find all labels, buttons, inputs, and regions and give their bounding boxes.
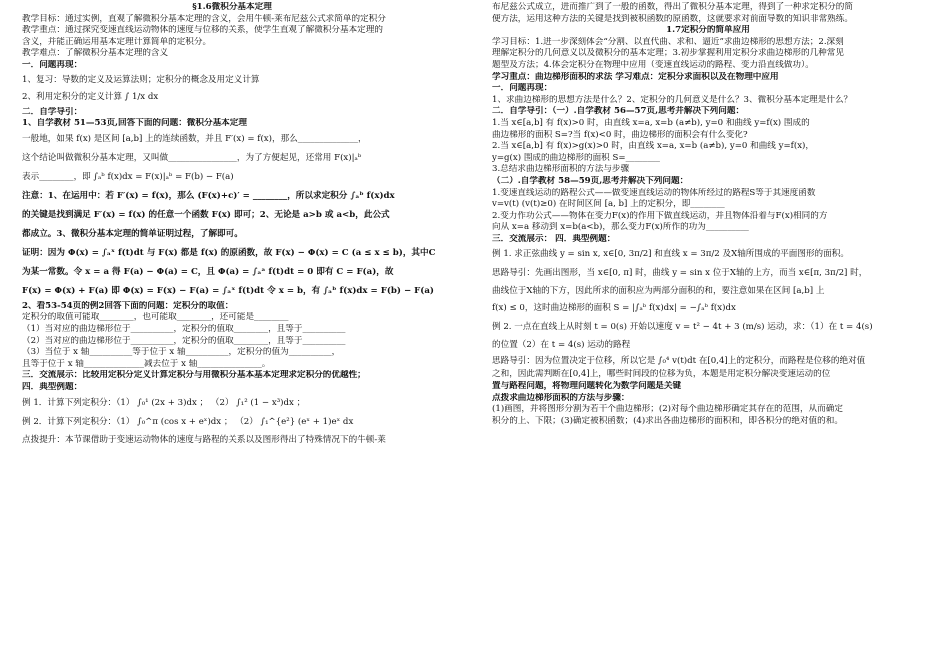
right-text-line: 点拨求曲边梯形面积的方法与步骤： — [492, 392, 630, 403]
left-text-line: §1.6微积分基本定理 — [192, 2, 272, 12]
left-text-line: （2）当对应的曲边梯形位于__________，定积分的值取________，且等于__________ — [22, 335, 346, 346]
right-text-line: v=v(t) (v(t)≥0) 在时间区间 [a, b] 上的定积分，即________ — [492, 199, 725, 210]
right-text-line: 2.当 x∈[a,b] 有 f(x)>g(x)>0 时，由直线 x=a, x=b (a≠b), y=0 和曲线 y=f(x)， — [492, 141, 814, 152]
left-text-line: 证明：因为 Φ(x) = ∫ₐˣ f(t)dt 与 F(x) 都是 f(x) 的原函数，故 F(x) − Φ(x) = C (a ≤ x ≤ b)，其中C — [22, 247, 436, 258]
right-text-line: （二）.自学教材 58—59页,思考并解决下列问题： — [492, 175, 689, 186]
right-text-line: 2.变力作功公式——物体在变力F(x)的作用下做直线运动，并且物体沿着与F(x)相同的方 — [492, 210, 828, 221]
left-text-line: 为某一常数。令 x = a 得 F(a) − Φ(a) = C，且 Φ(a) = ∫ₐᵃ f(t)dt = 0 即有 C = F(a)，故 — [22, 266, 394, 277]
right-text-line: 便方法，运用这种方法的关键是找到被积函数的原函数，这就要求对前面导数的知识非常熟练。 — [492, 13, 853, 24]
right-text-line: 1、求曲边梯形的思想方法是什么？2、定积分的几何意义是什么？3、微积分基本定理是什么？ — [492, 94, 853, 105]
right-text-line: 例 1. 求正弦曲线 y = sin x, x∈[0, 3π/2] 和直线 x = 3π/2 及X轴所围成的平面图形的面积。 — [492, 249, 849, 260]
left-text-line: 这个结论叫做微积分基本定理，又叫做________________，为了方便起见，还常用 F(x)|ₐᵇ — [22, 152, 362, 163]
right-text-line: 理解定积分的几何意义以及微积分的基本定理；3.初步掌握利用定积分求曲边梯形的几种常见 — [492, 48, 844, 59]
left-text-line: 注意：1、在运用中：若 F′(x) = f(x)，那么 (F(x)+c)′ = ________，所以求定积分 ∫ₐᵇ f(x)dx — [22, 190, 395, 201]
left-text-line: 二．自学导引： — [22, 106, 83, 117]
left-column — [22, 2, 442, 448]
left-text-line: 一．问题再现： — [22, 59, 83, 70]
left-text-line: 一般地，如果 f(x) 是区间 [a,b] 上的连续函数，并且 F′(x) = f(x)，那么______________， — [22, 133, 367, 144]
left-text-line: （3）当位于 x 轴__________等于位于 x 轴__________，定积分的值为__________， — [22, 347, 341, 358]
right-text-line: 的位置（2）在 t = 4(s) 运动的路程 — [492, 340, 631, 351]
left-text-line: 教学重点：通过探究变速直线运动物体的速度与位移的关系，使学生直观了解微积分基本定理的 — [22, 25, 383, 36]
left-text-line: 三．交流展示：比较用定积分定义计算定积分与用微积分基本基本定理求定积分的优越性； — [22, 370, 366, 381]
left-text-line: 例 1．计算下列定积分：（1） ∫₀¹ (2x + 3)dx ； （2） ∫₁² (1 − x³)dx ； — [22, 397, 306, 408]
left-text-line: 且等于位于 x 轴______________减去位于 x 轴_______________。 — [22, 358, 271, 369]
right-text-line: 3.总结求曲边梯形面积的方法与步骤 — [492, 164, 630, 175]
right-text-line: 学习重点：曲边梯形面积的求法 学习难点：定积分求面积以及在物理中应用 — [492, 71, 779, 82]
right-text-line: 三．交流展示： 四．典型例题： — [492, 233, 616, 244]
left-text-line: 教学目标：通过实例，直观了解微积分基本定理的含义，会用牛顿-莱布尼兹公式求简单的定积分 — [22, 13, 386, 24]
left-text-line: 2、利用定积分的定义计算 ∫ 1/x dx — [22, 91, 159, 102]
right-text-line: 题型及方法；4.体会定积分在物理中应用（变速直线运动的路程、变力沿直线做功）。 — [492, 59, 814, 70]
left-text-line: F(x) = Φ(x) + F(a) 即 Φ(x) = F(x) − F(a) = ∫ₐˣ f(t)dt 令 x = b，有 ∫ₐᵇ f(x)dx = F(b) − F(a) — [22, 285, 434, 296]
right-text-line: 1.7定积分的简单应用 — [666, 25, 750, 36]
right-text-line: 曲边梯形的面积 S=?当 f(x)<0 时，曲边梯形的面积会有什么变化? — [492, 129, 748, 140]
right-text-line: 曲线位于X轴的下方，因此所求的面积应为两部分面积的和，要注意如果在区间 [a,b] 上 — [492, 286, 825, 297]
right-text-line: 之和，因此需判断在[0,4]上，哪些时间段的位移为负，本题是用定积分解决变速运动的位 — [492, 369, 831, 380]
right-text-line: (1)画图，并将图形分割为若干个曲边梯形；(2)对每个曲边梯形确定其存在的范围，从而确定 — [492, 404, 843, 415]
left-text-line: （1）当对应的曲边梯形位于__________，定积分的值取________，且等于__________ — [22, 323, 346, 334]
left-text-line: 教学难点：了解微积分基本定理的含义 — [22, 48, 169, 59]
right-text-line: 思路导引：先画出图形，当 x∈[0, π] 时，曲线 y = sin x 位于X轴的上方，而当 x∈[π, 3π/2] 时， — [492, 268, 868, 279]
left-text-line: 四．典型例题： — [22, 381, 83, 392]
right-text-line: 思路导引：因为位置决定于位移，所以它是 ∫₀⁴ v(t)dt 在[0,4]上的定积分，而路程是位移的绝对值 — [492, 356, 866, 367]
right-text-line: 积分的上、下限；(3)确定被积函数；(4)求出各曲边梯形的面积和，即各积分的绝对值的和。 — [492, 415, 843, 426]
right-text-line: 1.变速直线运动的路程公式——做变速直线运动的物体所经过的路程S等于其速度函数 — [492, 187, 816, 198]
right-text-line: y=g(x) 围成的曲边梯形的面积 S=________ — [492, 152, 660, 163]
right-column — [492, 2, 924, 427]
left-text-line: 表示________，即 ∫ₐᵇ f(x)dx = F(x)|ₐᵇ = F(b) − F(a) — [22, 171, 234, 182]
right-text-line: 例 2. 一点在直线上从时刻 t = 0(s) 开始以速度 v = t² − 4t + 3 (m/s) 运动，求：（1）在 t = 4(s) — [492, 322, 873, 333]
left-text-line: 1、自学教材 51—53页,回答下面的问题：微积分基本定理 — [22, 118, 247, 129]
right-text-line: 一．问题再现： — [492, 83, 553, 94]
right-text-line: 布尼兹公式成立，进而推广到了一般的函数，得出了微积分基本定理，得到了一种求定积分的简 — [492, 2, 853, 12]
right-text-line: f(x) ≤ 0，这时曲边梯形的面积 S = |∫ₐᵇ f(x)dx| = −∫ₐᵇ f(x)dx — [492, 303, 736, 314]
right-text-line: 1.当 x∈[a,b] 有 f(x)>0 时，由直线 x=a, x=b (a≠b), y=0 和曲线 y=f(x) 围成的 — [492, 117, 810, 128]
left-text-line: 都成立。3、微积分基本定理的简单证明过程，了解即可。 — [22, 228, 243, 239]
left-text-line: 例 2．计算下列定积分：（1） ∫₀^π (cos x + eˣ)dx ； （2） ∫₁^{e²} (eˣ + 1)eˣ dx — [22, 416, 354, 427]
right-text-line: 向从 x=a 移动到 x=b(a<b)，那么变力F(x)所作的功为__________ — [492, 222, 749, 233]
left-text-line: 含义，并能正确运用基本定理计算简单的定积分。 — [22, 36, 212, 47]
left-text-line: 1、复习：导数的定义及运算法则；定积分的概念及用定义计算 — [22, 74, 260, 85]
right-text-line: 置与路程问题，将物理问题转化为数学问题是关键 — [492, 381, 682, 392]
left-text-line: 2、看53-54页的例2回答下面的问题：定积分的取值： — [22, 300, 234, 311]
left-text-line: 定积分的取值可能取________，也可能取________，还可能是________ — [22, 312, 289, 323]
left-text-line: 的关键是找到满足 F′(x) = f(x) 的任意一个函数 F(x) 即可；2、无论是 a>b 或 a<b，此公式 — [22, 209, 390, 220]
right-text-line: 学习目标：1.进一步深刻体会“分割、以直代曲、求和、逼近”求曲边梯形的思想方法；2.深刻 — [492, 36, 844, 47]
left-text-line: 点拨提升：本节课借助于变速运动物体的速度与路程的关系以及图形得出了特殊情况下的牛顿-莱 — [22, 434, 386, 445]
right-text-line: 二．自学导引：（一）.自学教材 56—57页,思考并解决下列问题： — [492, 106, 745, 117]
